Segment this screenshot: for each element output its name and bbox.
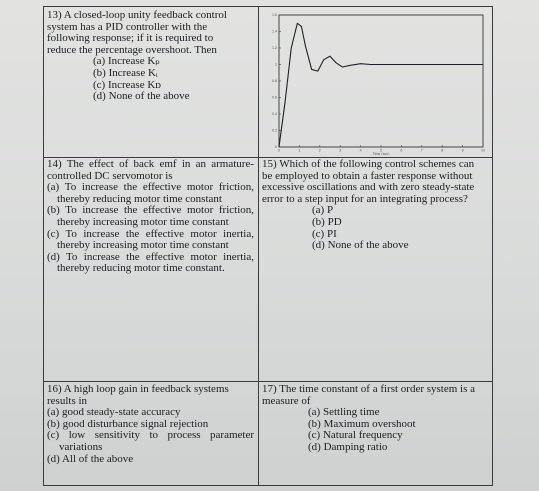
question-16-option-a: (a) good steady-state accuracy — [47, 406, 181, 419]
question-17-option-d: (d) Damping ratio — [308, 440, 388, 453]
question-14-stem: 14) The effect of back emf in an armature-controlled DC servomotor is — [47, 158, 254, 182]
x-tick-label: 3 — [339, 148, 342, 153]
question-17-option-b: (b) Maximum overshoot — [308, 417, 416, 430]
x-tick-label: 7 — [420, 148, 423, 153]
question-14-option-b: (b) To increase the effective motor friction, thereby increasing motor time constant — [47, 204, 254, 228]
question-13 — [47, 10, 252, 103]
response-curve — [279, 23, 483, 147]
question-17-option-c: (c) Natural frequency — [308, 429, 403, 442]
question-14-option-a: (a) To increase the effective motor friction, thereby reducing motor time constant — [47, 181, 254, 205]
question-15-option-a: (a) P — [312, 204, 334, 217]
question-13-stem: 13) A closed-loop unity feedback control system has a PID controller with the following response; if it is required to reduce the percentage overshoot. Then — [47, 9, 227, 56]
y-tick-label: 0.8 — [272, 79, 277, 84]
question-14-option-d: (d) To increase the effective motor inertia, thereby reducing motor time constant. — [47, 250, 254, 275]
question-15-stem: 15) Which of the following control schemes can be employed to obtain a faster response without excessive oscillations and with zero steady-state error to a step input for an integrating process? — [262, 158, 475, 205]
x-tick-label: 2 — [318, 148, 321, 153]
y-tick-label: 0.4 — [272, 112, 277, 117]
x-tick-label: 1 — [298, 148, 301, 153]
question-17-stem: 17) The time constant of a first order system is a measure of — [262, 383, 476, 407]
question-14-option-c: (c) To increase the effective motor inertia, thereby increasing motor time constant — [47, 227, 254, 252]
question-13-option-d: (d) None of the above — [93, 90, 190, 103]
question-grid — [43, 6, 493, 486]
x-tick-label: 8 — [441, 148, 444, 153]
x-tick-label: 4 — [359, 148, 362, 153]
x-tick-label: 9 — [461, 148, 464, 153]
plot-frame — [279, 15, 483, 147]
col-divider-middle — [258, 157, 259, 381]
question-15 — [262, 159, 484, 252]
step-response-chart — [261, 9, 489, 155]
y-tick-label: 0.2 — [272, 128, 277, 133]
question-15-option-b: (b) PD — [312, 215, 342, 228]
col-divider-bottom — [258, 381, 259, 485]
x-tick-label: 10 — [481, 148, 485, 153]
question-13-option-b: (b) Increase Kᵢ — [93, 66, 158, 79]
question-13-option-a: (a) Increase Kₚ — [93, 55, 160, 68]
y-tick-label: 0.6 — [272, 95, 277, 100]
question-16 — [47, 384, 254, 465]
y-tick-label: 1 — [275, 62, 277, 67]
question-16-stem: 16) A high loop gain in feedback systems results in — [47, 383, 229, 407]
question-14 — [47, 159, 254, 275]
y-tick-label: 1.4 — [272, 29, 277, 34]
col-divider-top — [258, 7, 259, 157]
step-response-plot — [261, 9, 489, 155]
question-16-option-c: (c) low sensitivity to process parameter variations — [47, 429, 254, 453]
question-15-option-d: (d) None of the above — [312, 239, 409, 252]
row-divider-2 — [44, 381, 492, 382]
question-17 — [262, 384, 484, 454]
question-16-option-b: (b) good disturbance signal rejection — [47, 417, 209, 430]
x-tick-label: 5 — [380, 148, 382, 153]
y-tick-label: 0 — [275, 145, 277, 150]
x-tick-label: 6 — [400, 148, 403, 153]
question-16-option-d: (d) All of the above — [47, 452, 134, 465]
x-axis-label: Time (sec) — [372, 152, 390, 155]
x-tick-label: 0 — [278, 148, 280, 153]
question-13-option-c: (c) Increase Kᴅ — [93, 78, 162, 91]
y-tick-label: 1.2 — [272, 46, 277, 51]
question-15-option-c: (c) PI — [312, 227, 337, 240]
y-tick-label: 1.6 — [272, 13, 277, 18]
question-17-option-a: (a) Settling time — [308, 406, 380, 419]
